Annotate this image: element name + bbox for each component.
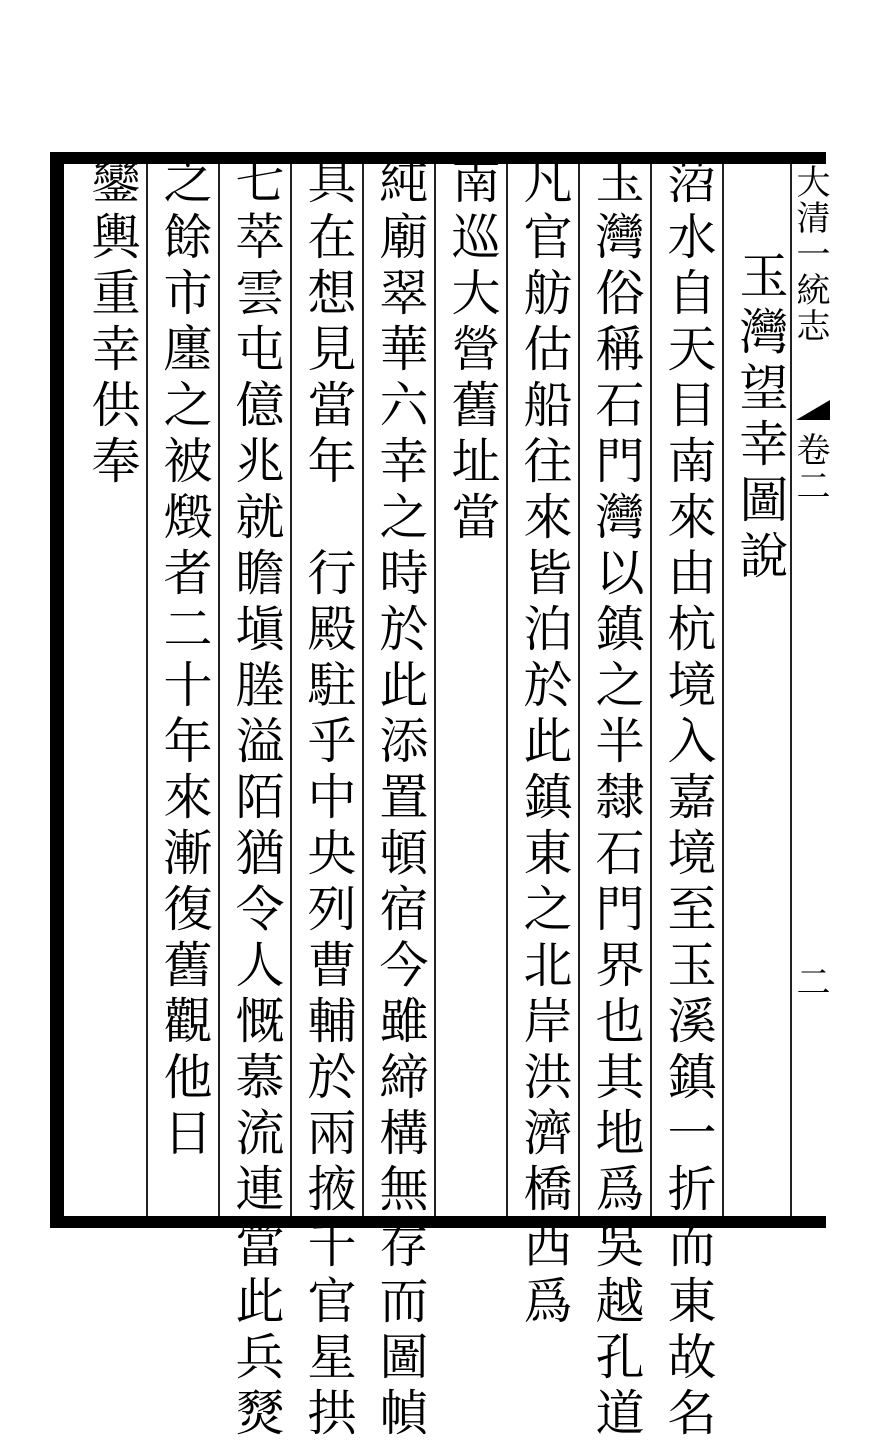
book-title: 大清一統志 bbox=[790, 164, 830, 344]
column-rule bbox=[722, 164, 724, 1216]
text-column: 凡官舫估船往來皆泊於此鎮東之北岸洪濟橋西爲 bbox=[516, 155, 573, 1331]
text-column: 純廟翠華六幸之時於此添置頓宿今雖締構無存而圖幀 bbox=[372, 155, 429, 1443]
volume-label: 卷二 bbox=[790, 432, 830, 504]
column-rule bbox=[650, 164, 652, 1216]
page-number: 二 bbox=[790, 964, 830, 1000]
column-rule bbox=[218, 164, 220, 1216]
column-rule bbox=[290, 164, 292, 1216]
text-column: 七萃雲屯億兆就瞻塡塍溢陌猶令人慨慕流連當此兵燹 bbox=[228, 155, 285, 1443]
page-border-left bbox=[50, 152, 64, 1228]
column-rule bbox=[506, 164, 508, 1216]
column-rule bbox=[362, 164, 364, 1216]
text-column: 鑾輿重幸供奉 bbox=[84, 155, 141, 491]
text-column: 玉灣俗稱石門灣以鎮之半隸石門界也其地爲吳越孔道 bbox=[588, 155, 645, 1443]
column-rule bbox=[578, 164, 580, 1216]
text-column-title: 玉灣望幸圖說 bbox=[732, 250, 789, 586]
text-column: 菬水自天目南來由杭境入嘉境至玉溪鎮一折而東故名 bbox=[660, 155, 717, 1443]
column-rule bbox=[434, 164, 436, 1216]
margin-column bbox=[790, 164, 830, 1216]
text-column: 之餘市廛之被燬者二十年來漸復舊觀他日 bbox=[156, 155, 213, 1163]
column-rule bbox=[146, 164, 148, 1216]
text-column: 南巡大營舊址當 bbox=[444, 155, 501, 547]
text-column: 具在想見當年 行殿駐乎中央列曹輔於兩掖千官星拱 bbox=[300, 155, 357, 1443]
